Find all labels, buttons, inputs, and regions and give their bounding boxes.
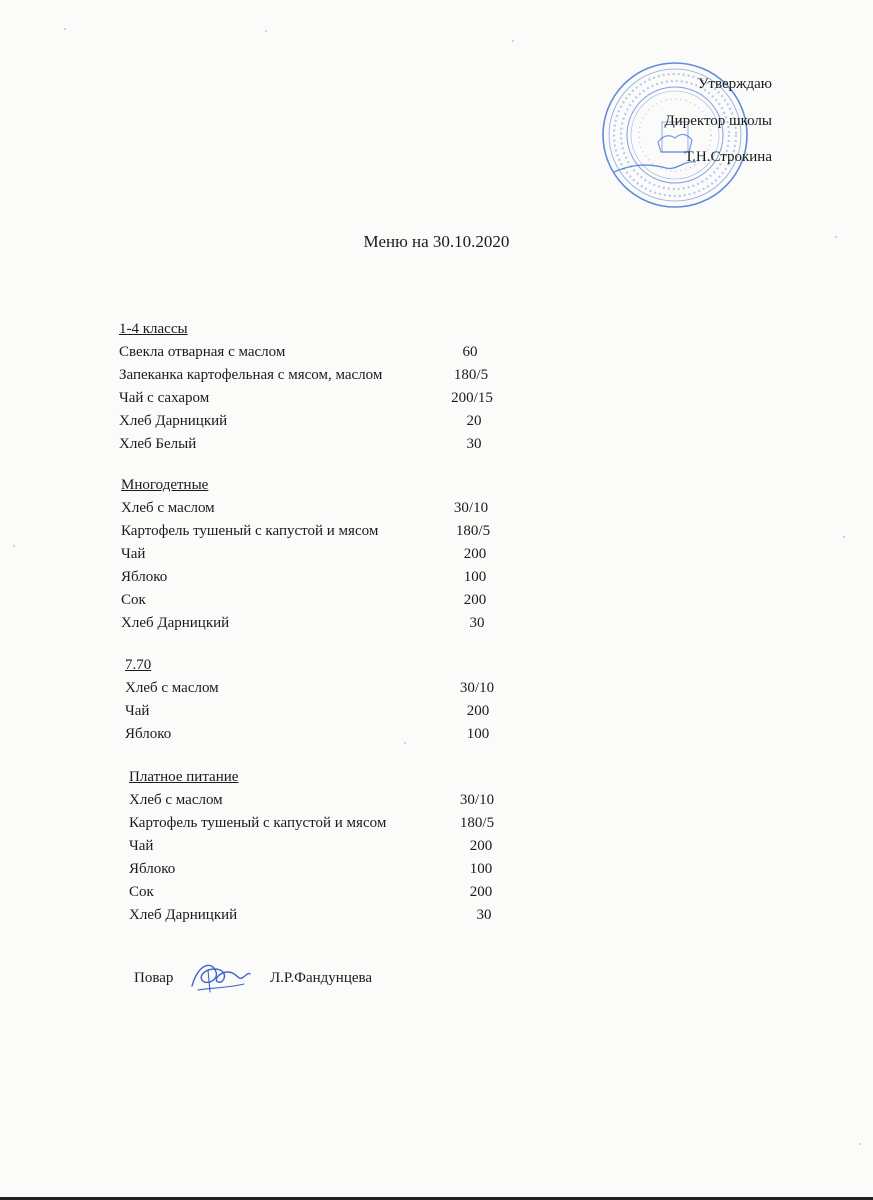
scan-speck bbox=[859, 1143, 861, 1145]
scan-speck bbox=[404, 742, 406, 744]
menu-item bbox=[129, 812, 529, 835]
page-title: Меню на 30.10.2020 bbox=[363, 232, 510, 251]
item-qty: 100 bbox=[466, 726, 490, 742]
item-name: Чай bbox=[129, 838, 154, 854]
menu-section-grades-1-4 bbox=[119, 318, 519, 456]
item-qty: 100 bbox=[469, 861, 493, 877]
menu-item bbox=[129, 881, 529, 904]
menu-section-paid-meals bbox=[129, 766, 529, 927]
section-heading: 1-4 классы bbox=[119, 321, 188, 337]
item-qty: 200 bbox=[466, 703, 490, 719]
item-name: Хлеб Дарницкий bbox=[129, 907, 238, 923]
menu-item bbox=[121, 612, 521, 635]
menu-section-large-families bbox=[121, 474, 521, 635]
menu-item bbox=[121, 497, 521, 520]
menu-item bbox=[121, 589, 521, 612]
item-qty: 200 bbox=[463, 592, 487, 608]
menu-item bbox=[129, 835, 529, 858]
approve-label: Утверждаю bbox=[697, 76, 772, 92]
item-name: Сок bbox=[121, 592, 146, 608]
menu-item bbox=[129, 858, 529, 881]
menu-item bbox=[119, 364, 519, 387]
item-qty: 30/10 bbox=[459, 680, 495, 696]
item-name: Хлеб с маслом bbox=[121, 500, 215, 516]
item-qty: 30 bbox=[476, 907, 492, 923]
scan-speck bbox=[512, 40, 514, 42]
scan-speck bbox=[835, 236, 837, 238]
item-qty: 30 bbox=[469, 615, 485, 631]
item-name: Хлеб Дарницкий bbox=[121, 615, 230, 631]
scan-speck bbox=[13, 545, 15, 547]
menu-item bbox=[125, 723, 525, 746]
item-qty: 20 bbox=[466, 413, 482, 429]
scan-speck bbox=[265, 30, 267, 32]
item-name: Яблоко bbox=[129, 861, 176, 877]
item-name: Сок bbox=[129, 884, 154, 900]
menu-item bbox=[129, 789, 529, 812]
menu-item bbox=[119, 433, 519, 456]
menu-item bbox=[121, 520, 521, 543]
menu-item bbox=[121, 566, 521, 589]
item-qty: 200/15 bbox=[451, 390, 493, 406]
cook-signature-block bbox=[134, 962, 434, 1002]
section-heading: 7.70 bbox=[125, 657, 152, 673]
item-qty: 200 bbox=[469, 838, 493, 854]
handwritten-signature bbox=[184, 956, 254, 1000]
item-name: Яблоко bbox=[125, 726, 172, 742]
item-qty: 180/5 bbox=[453, 367, 489, 383]
item-qty: 100 bbox=[463, 569, 487, 585]
menu-item bbox=[119, 387, 519, 410]
item-name: Хлеб Дарницкий bbox=[119, 413, 228, 429]
item-name: Хлеб с маслом bbox=[129, 792, 223, 808]
item-qty: 30 bbox=[466, 436, 482, 452]
menu-item bbox=[125, 700, 525, 723]
item-qty: 30/10 bbox=[459, 792, 495, 808]
section-heading: Многодетные bbox=[121, 477, 209, 493]
item-qty: 60 bbox=[462, 344, 478, 360]
item-name: Свекла отварная с маслом bbox=[119, 344, 286, 360]
director-position: Директор школы bbox=[664, 113, 772, 129]
item-name: Чай с сахаром bbox=[119, 390, 210, 406]
item-qty: 30/10 bbox=[453, 500, 489, 516]
scan-speck bbox=[843, 536, 845, 538]
item-name: Запеканка картофельная с мясом, маслом bbox=[119, 367, 383, 383]
item-name: Хлеб с маслом bbox=[125, 680, 219, 696]
director-name: Т.Н.Строкина bbox=[684, 149, 772, 165]
item-name: Чай bbox=[125, 703, 150, 719]
menu-section-7-70 bbox=[125, 654, 525, 746]
cook-role: Повар bbox=[134, 970, 174, 986]
item-qty: 180/5 bbox=[455, 523, 491, 539]
menu-item bbox=[119, 341, 519, 364]
item-name: Яблоко bbox=[121, 569, 168, 585]
section-heading: Платное питание bbox=[129, 769, 239, 785]
scan-speck bbox=[64, 28, 66, 30]
menu-item bbox=[121, 543, 521, 566]
item-name: Картофель тушеный с капустой и мясом bbox=[129, 815, 387, 831]
item-qty: 200 bbox=[469, 884, 493, 900]
item-name: Хлеб Белый bbox=[119, 436, 197, 452]
menu-item bbox=[125, 677, 525, 700]
item-name: Чай bbox=[121, 546, 146, 562]
item-qty: 180/5 bbox=[459, 815, 495, 831]
menu-item bbox=[129, 904, 529, 927]
menu-item bbox=[119, 410, 519, 433]
cook-name: Л.Р.Фандунцева bbox=[270, 970, 373, 986]
item-name: Картофель тушеный с капустой и мясом bbox=[121, 523, 379, 539]
approval-block bbox=[600, 60, 790, 220]
item-qty: 200 bbox=[463, 546, 487, 562]
